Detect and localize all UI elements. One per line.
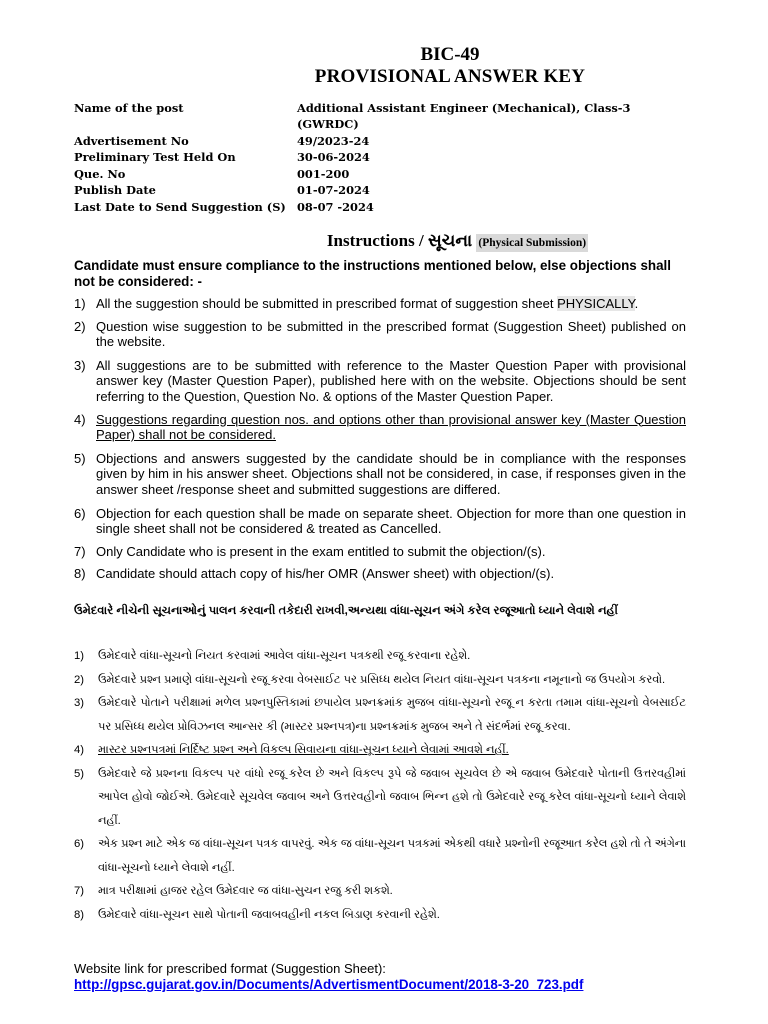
item-text: ઉમેદવારે જે પ્રશ્નના વિકલ્પ પર વાંધો રજૂ કરેલ છે અને વિકલ્પ રૂપે જે જવાબ સૂચવેલ છે એ જવાબ ઉમેદવારે પોતાની ઉત્તરવહીમાં આપેલ હોવો જોઈએ. ઉમેદવારે સૂચવેલ જવાબ અને ઉત્તરવહીનો જવાબ ભિન્ન હશે તો ઉમેદવારે રજૂ કરેલ વાંધા-સૂચનો ધ્યાને લેવાશે નહીં. [98,767,686,827]
item-text: માત્ર પરીક્ષામાં હાજર રહેલ ઉમેદવાર જ વાંધા-સુચન રજુ કરી શકશે. [98,885,393,897]
list-item [74,451,686,498]
list-item [74,412,686,443]
list-item [74,506,686,537]
list-item [74,319,686,350]
item-number: 2) [74,318,86,334]
list-item [74,880,686,904]
meta-row-que-no [74,166,694,182]
meta-label: Advertisement No [74,134,189,148]
list-item [74,763,686,834]
link-label: Website link for prescribed format (Suggestion Sheet): [74,961,386,976]
item-number: 4) [74,744,85,756]
item-text: Suggestions regarding question nos. and options other than provisional answer key (Master Question Paper) shall not be considered. [96,411,686,443]
instructions-title: Instructions / સૂચના [326,231,473,250]
list-item [74,566,686,582]
item-number: 8) [74,908,85,921]
item-text: Objections and answers suggested by the candidate should be in compliance with the responses given by him in his answer sheet. Objections shall not be considered, in case, if responses given in the answer sheet /response sheet and submitted suggestions are differed. [96,450,686,497]
meta-label: Name of the post [74,101,184,115]
item-number: 2) [74,673,85,686]
list-item [74,692,686,739]
list-item [74,669,686,693]
item-text: All suggestions are to be submitted with reference to the Master Question Paper with provisional answer key (Master Question Paper), published here with on the website. Objections should be sent referring to the Question, Question No. & options of the Master Question Paper. [96,357,686,404]
item-text: ઉમેદવારે પોતાને પરીક્ષામાં મળેલ પ્રશ્નપુસ્તિકામાં છપાયેલ પ્રશ્નક્રમાંક મુજબ વાંધા-સૂચનો રજૂ ન કરતા તમામ વાંધા-સૂચનો વેબસાઈટ પર પ્રસિધ્ધ થયેલ પ્રોવિઝનલ આન્સર કી (માસ્ટર પ્રશ્નપત્ર)ના પ્રશ્નક્રમાંક મુજબ અને તે સંદર્ભમાં રજૂ કરવા. [98,697,686,733]
meta-label: Last Date to Send Suggestion (S) [74,199,286,214]
gujarati-instruction-list [74,645,686,927]
gujarati-lead: ઉમેદવારે નીચેની સૂચનાઓનું પાલન કરવાની તકેદારી રાખવી,અન્યથા વાંધા-સૂચન અંગે કરેલ રજૂઆતો ધ્યાને લેવાશે નહીં [74,605,618,617]
meta-value: 01-07-2024 [297,183,370,198]
list-item [74,645,686,669]
highlight-physically: PHYSICALLY [557,296,635,311]
item-text: એક પ્રશ્ન માટે એક જ વાંધા-સૂચન પત્રક વાપરવું. એક જ વાંધા-સૂચન પત્રકમાં એકથી વધારે પ્રશ્નોની રજૂઆત કરેલ હશે તો તે અંગેના વાંધા-સૂચનો ધ્યાને લેવાશે નહીં. [98,838,686,874]
list-item [74,544,686,560]
meta-label: Publish Date [74,183,156,198]
bic-code: BIC-49 [420,44,480,65]
item-number: 6) [74,838,85,850]
item-number: 3) [74,697,85,709]
meta-value: Additional Assistant Engineer (Mechanical), Class-3 (GWRDC) [297,101,631,132]
item-text-part: . [634,296,639,311]
instructions-heading [0,231,768,251]
list-item [74,296,686,312]
meta-value: 49/2023-24 [297,134,370,148]
list-item [74,833,686,880]
item-number: 4) [74,411,86,427]
meta-row-publish-date [74,182,694,198]
item-text: Candidate should attach copy of his/her OMR (Answer sheet) with objection/(s). [96,566,555,582]
meta-value: 001-200 [297,166,350,181]
item-number: 1) [74,650,85,662]
item-text-part: All the suggestion should be submitted in prescribed format of suggestion sheet [96,296,558,311]
item-text: ઉમેદવારે વાંધા-સૂચનો નિયત કરવામાં આવેલ વાંધા-સૂચન પત્રકથી રજૂ કરવાના રહેશે. [98,650,471,662]
item-text: ઉમેદવારે વાંધા-સૂચન સાથે પોતાની જવાબવહીની નકલ બિડાણ કરવાની રહેશે. [98,908,440,921]
item-number: 5) [74,450,86,466]
item-number: 7) [74,543,86,559]
item-text: Only Candidate who is present in the exam entitled to submit the objection/(s). [96,543,546,559]
item-text: માસ્ટર પ્રશ્નપત્રમાં નિર્દિષ્ટ પ્રશ્ન અને વિકલ્પ સિવાયના વાંધા-સૂચન ધ્યાને લેવામાં આવશે નહીં. [98,744,509,756]
list-item [74,358,686,405]
english-instruction-list [74,296,686,582]
suggestion-sheet-link[interactable]: http://gpsc.gujarat.gov.in/Documents/AdvertismentDocument/2018-3-20_723.pdf [74,977,584,992]
item-number: 7) [74,885,85,897]
meta-value: 30-06-2024 [297,150,370,165]
list-item [74,739,686,763]
meta-row-test-date [74,149,694,165]
meta-value: 08-07 -2024 [297,199,374,214]
item-text [96,296,686,312]
item-number: 3) [74,357,86,373]
item-text: ઉમેદવારે પ્રશ્ન પ્રમાણે વાંધા-સૂચનો રજૂ કરવા વેબસાઈટ પર પ્રસિધ્ધ થયેલ નિયત વાંધા-સૂચન પત્રકના નમૂનાનો જ ઉપયોગ કરવો. [98,673,666,686]
meta-row-last-date [74,199,694,215]
meta-table [74,100,694,215]
item-number: 8) [74,566,86,582]
page-title: PROVISIONAL ANSWER KEY [314,66,586,87]
item-number: 5) [74,767,85,780]
meta-label: Preliminary Test Held On [74,150,236,165]
meta-label: Que. No [74,166,126,181]
meta-row-post [74,100,694,133]
item-number: 1) [74,296,86,311]
item-number: 6) [74,505,86,521]
meta-row-advertisement [74,133,694,149]
submission-note: (Physical Submission) [476,234,588,252]
item-text: Question wise suggestion to be submitted in the prescribed format (Suggestion Sheet) published on the website. [96,318,686,350]
list-item [74,904,686,928]
item-text: Objection for each question shall be made on separate sheet. Objection for more than one question in single sheet shall not be considered & treated as Cancelled. [96,505,686,537]
instructions-lead: Candidate must ensure compliance to the instructions mentioned below, else objections shall not be considered: - [74,258,671,289]
